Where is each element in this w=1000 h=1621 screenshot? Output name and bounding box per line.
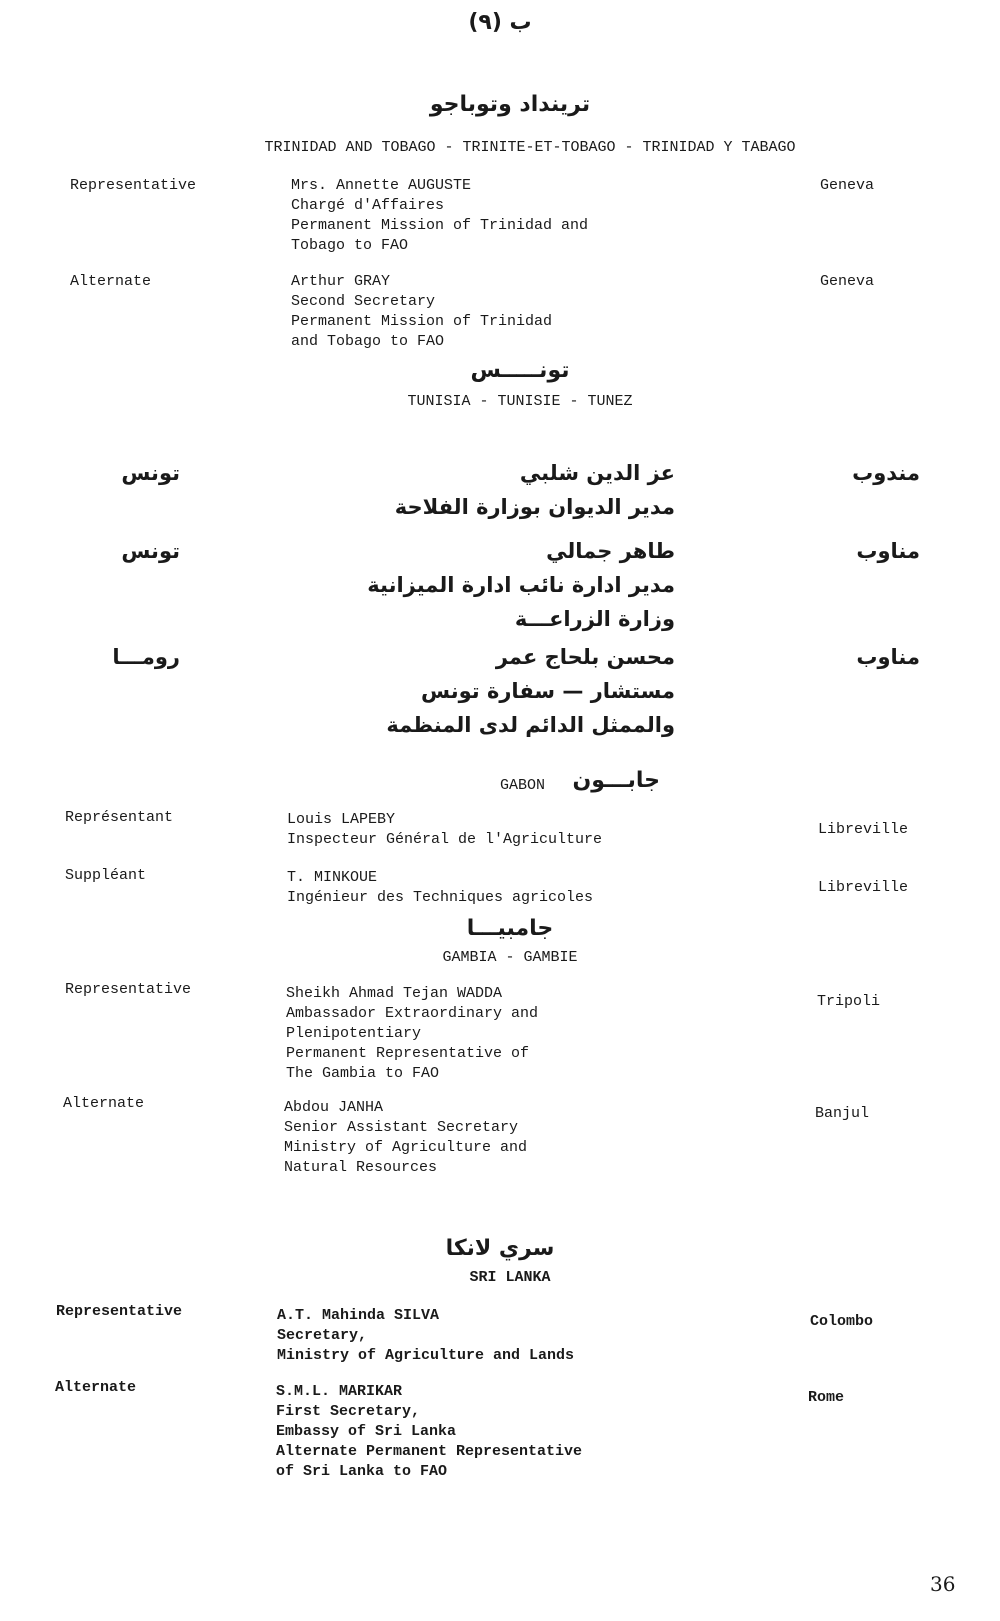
country-arabic-title: ترينداد وتوباجو (429, 92, 591, 117)
country-title: GABON (500, 777, 546, 794)
delegate-location: تونس (121, 461, 180, 485)
delegate-role: Alternate (63, 1095, 145, 1112)
country-arabic-title: تونـــــس (470, 358, 570, 383)
delegate-detail-line: مدير ادارة نائب ادارة الميزانية (367, 573, 675, 597)
delegate-name: عز الدين شلبي (519, 461, 675, 485)
delegate-name: Abdou JANHA (284, 1099, 384, 1116)
delegate-location: Libreville (818, 821, 909, 838)
delegate-details (287, 810, 602, 850)
delegate-role: Représentant (65, 809, 174, 826)
delegate-location: Colombo (810, 1313, 874, 1330)
delegate-detail-line: and Tobago to FAO (291, 333, 445, 350)
page-mark: ب (٩) (468, 10, 532, 35)
delegate-role: مناوب (856, 539, 920, 563)
delegate-detail-line: Ministry of Agriculture and (284, 1139, 528, 1156)
delegate-location: Banjul (815, 1105, 870, 1122)
delegate-detail-line: وزارة الزراعـــة (514, 607, 675, 631)
delegate-details (340, 456, 675, 524)
delegate-role: Representative (70, 177, 197, 194)
delegate-detail-line: مستشار — سفارة تونس (421, 679, 675, 703)
delegate-detail-line: Tobago to FAO (291, 237, 409, 254)
delegate-detail-line: Permanent Mission of Trinidad and (291, 217, 589, 234)
delegate-details (286, 984, 538, 1084)
delegate-location: رومـــا (112, 645, 180, 669)
delegate-detail-line: Senior Assistant Secretary (284, 1119, 519, 1136)
delegate-name: Louis LAPEBY (287, 811, 396, 828)
delegate-detail-line: First Secretary, (276, 1403, 421, 1420)
delegate-detail-line: والممثل الدائم لدى المنظمة (386, 713, 675, 737)
delegate-name: طاهر جمالي (546, 539, 675, 563)
delegate-name: Mrs. Annette AUGUSTE (291, 177, 472, 194)
delegate-detail-line: Alternate Permanent Representative (276, 1443, 583, 1460)
delegate-location: تونس (121, 539, 180, 563)
delegate-name: Arthur GRAY (291, 273, 391, 290)
delegate-name: Sheikh Ahmad Tejan WADDA (286, 985, 503, 1002)
country-arabic-title: سري لانكا (445, 1236, 555, 1261)
delegate-name: A.T. Mahinda SILVA (277, 1307, 440, 1324)
delegate-location: Libreville (818, 879, 909, 896)
delegate-detail-line: Inspecteur Général de l'Agriculture (287, 831, 603, 848)
delegate-details (284, 1098, 527, 1178)
delegate-details (276, 1382, 582, 1482)
delegate-role: Suppléant (65, 867, 147, 884)
delegate-detail-line: Plenipotentiary (286, 1025, 422, 1042)
country-arabic-title: جابـــون (572, 768, 660, 793)
delegate-role: مناوب (856, 645, 920, 669)
delegate-details (287, 868, 593, 908)
delegate-details (291, 272, 552, 352)
delegate-location: Tripoli (817, 993, 881, 1010)
country-title: SRI LANKA (469, 1269, 551, 1286)
page-number: 36 (930, 1572, 956, 1596)
delegate-detail-line: Chargé d'Affaires (291, 197, 445, 214)
country-arabic-title: جامبيـــا (466, 916, 554, 941)
delegate-name: T. MINKOUE (287, 869, 378, 886)
delegate-detail-line: The Gambia to FAO (286, 1065, 440, 1082)
delegate-location: Rome (808, 1389, 845, 1406)
delegate-details (340, 640, 675, 742)
delegate-location: Geneva (820, 177, 875, 194)
delegate-detail-line: Second Secretary (291, 293, 436, 310)
delegate-detail-line: of Sri Lanka to FAO (276, 1463, 448, 1480)
country-title: TRINIDAD AND TOBAGO - TRINITE-ET-TOBAGO - TRINIDAD Y TABAGO (264, 139, 796, 156)
delegate-role: Alternate (55, 1379, 137, 1396)
delegate-name: محسن بلحاج عمر (495, 645, 675, 669)
delegate-detail-line: Embassy of Sri Lanka (276, 1423, 457, 1440)
delegate-details (340, 534, 675, 636)
delegate-role: Representative (56, 1303, 183, 1320)
delegate-detail-line: Secretary, (277, 1327, 368, 1344)
country-title: GAMBIA - GAMBIE (442, 949, 578, 966)
delegate-detail-line: Ingénieur des Techniques agricoles (287, 889, 594, 906)
delegate-location: Geneva (820, 273, 875, 290)
delegate-detail-line: Ambassador Extraordinary and (286, 1005, 539, 1022)
delegate-detail-line: Permanent Mission of Trinidad (291, 313, 553, 330)
delegate-details (291, 176, 588, 256)
delegate-role: Representative (65, 981, 192, 998)
delegate-detail-line: Permanent Representative of (286, 1045, 530, 1062)
delegate-detail-line: Natural Resources (284, 1159, 438, 1176)
delegate-name: S.M.L. MARIKAR (276, 1383, 403, 1400)
delegate-details (277, 1306, 574, 1366)
delegate-role: Alternate (70, 273, 152, 290)
delegate-role: مندوب (852, 461, 920, 485)
delegate-detail-line: مدير الديوان بوزارة الفلاحة (394, 495, 675, 519)
country-title: TUNISIA - TUNISIE - TUNEZ (407, 393, 633, 410)
delegate-detail-line: Ministry of Agriculture and Lands (277, 1347, 575, 1364)
